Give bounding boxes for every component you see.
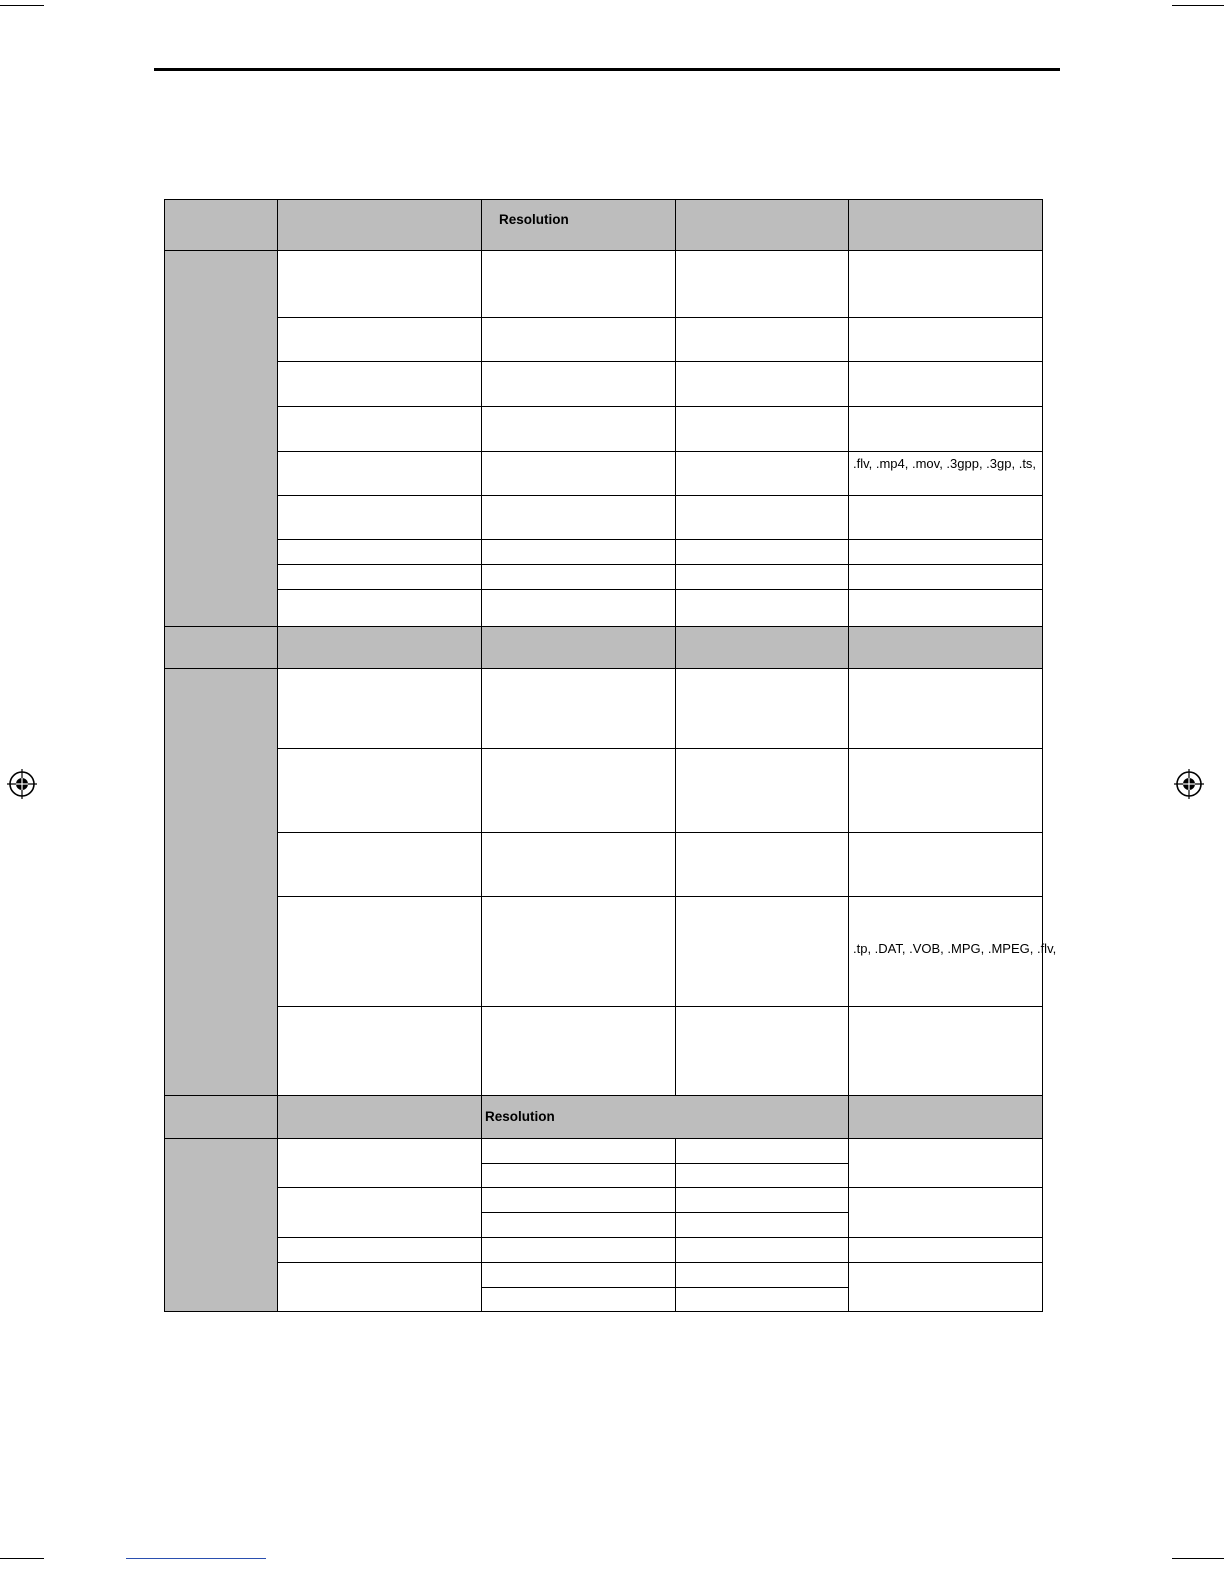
picture-category-cell: [164, 1138, 278, 1312]
video2-category-cell: [164, 668, 278, 1096]
video-header-cell: [848, 199, 1043, 251]
video-header-cell: [164, 199, 278, 251]
picture-ext-cell: [848, 1138, 1043, 1188]
picture-header-resolution: Resolution: [485, 1109, 555, 1124]
video2-row-cell: [675, 832, 849, 897]
picture-resolution-cell: [675, 1163, 849, 1188]
video2-row-cell: [848, 832, 1043, 897]
video2-row-cell: [848, 668, 1043, 749]
video-row-cell: [277, 317, 482, 362]
video-header-cell: [675, 199, 849, 251]
video-row-cell: [675, 317, 849, 362]
picture-resolution-cell: [675, 1262, 849, 1288]
video2-row-cell: [848, 748, 1043, 833]
video-row-cell: [675, 539, 849, 565]
video-row-cell: [277, 539, 482, 565]
video-row-cell: [848, 495, 1043, 540]
video-row-cell: [277, 589, 482, 627]
picture-resolution-cell: [481, 1287, 676, 1312]
picture-format-cell: [277, 1138, 482, 1188]
video2-header-cell: [848, 626, 1043, 669]
video2-row-cell: [277, 668, 482, 749]
picture-resolution-cell: [481, 1138, 676, 1164]
video-row-cell: [675, 451, 849, 496]
video2-row-cell: [675, 748, 849, 833]
video-row-cell: [481, 564, 676, 590]
video2-ext-cell-row4: .tp, .DAT, .VOB, .MPG, .MPEG, .flv,: [853, 941, 1057, 956]
video-row-cell: [848, 250, 1043, 318]
video-row-cell: [675, 564, 849, 590]
video2-header-cell: [164, 626, 278, 669]
video2-row-cell: [481, 748, 676, 833]
video2-row-cell: [481, 1006, 676, 1096]
picture-resolution-cell: [675, 1187, 849, 1213]
picture-resolution-cell: [481, 1237, 676, 1263]
video-row-cell: [848, 406, 1043, 452]
video2-row-cell: [848, 1006, 1043, 1096]
picture-header-cell: [164, 1095, 278, 1139]
video-row-cell: [675, 250, 849, 318]
video-header-cell: [277, 199, 482, 251]
video-row-cell: [675, 495, 849, 540]
picture-resolution-cell: [675, 1287, 849, 1312]
video2-row-cell: [675, 1006, 849, 1096]
video-category-cell: [164, 250, 278, 627]
video2-row-cell: [481, 896, 676, 1007]
video-row-cell: [675, 406, 849, 452]
video-row-cell: [481, 589, 676, 627]
video-row-cell: [277, 250, 482, 318]
video-row-cell: [675, 589, 849, 627]
picture-resolution-cell: [675, 1212, 849, 1238]
video2-row-cell: [277, 748, 482, 833]
picture-resolution-cell: [481, 1187, 676, 1213]
picture-header-cell: [277, 1095, 482, 1139]
video-row-cell: [481, 406, 676, 452]
video-row-cell: [277, 564, 482, 590]
video-row-cell: [277, 406, 482, 452]
picture-ext-cell: [848, 1262, 1043, 1312]
video-row-cell: [481, 495, 676, 540]
video-row-cell: [277, 495, 482, 540]
video2-row-cell: [277, 832, 482, 897]
video-row-cell: [277, 361, 482, 407]
video2-header-cell: [675, 626, 849, 669]
picture-resolution-cell: [481, 1262, 676, 1288]
picture-ext-cell: [848, 1237, 1043, 1263]
video-row-cell: [848, 539, 1043, 565]
video-row-cell: [848, 361, 1043, 407]
picture-resolution-cell: [675, 1237, 849, 1263]
video-row-cell: [481, 317, 676, 362]
picture-format-cell: [277, 1187, 482, 1238]
picture-resolution-cell: [675, 1138, 849, 1164]
picture-ext-cell: [848, 1187, 1043, 1238]
picture-resolution-cell: [481, 1163, 676, 1188]
video-row-cell: [481, 361, 676, 407]
picture-header-cell: [848, 1095, 1043, 1139]
video2-row-cell: [481, 832, 676, 897]
picture-format-cell: [277, 1237, 482, 1263]
video2-header-cell: [277, 626, 482, 669]
video-row-cell: [848, 317, 1043, 362]
video2-row-cell: [277, 1006, 482, 1096]
video-row-cell: [675, 361, 849, 407]
video-row-cell: [848, 589, 1043, 627]
video-header-resolution: Resolution: [499, 212, 569, 227]
video2-header-cell: [481, 626, 676, 669]
picture-resolution-cell: [481, 1212, 676, 1238]
video2-row-cell: [675, 896, 849, 1007]
video-row-cell: [481, 250, 676, 318]
video-row-cell: [848, 564, 1043, 590]
video-ext-cell-row5: .flv, .mp4, .mov, .3gpp, .3gp, .ts,: [853, 456, 1037, 471]
video-row-cell: [481, 539, 676, 565]
video-row-cell: [277, 451, 482, 496]
picture-format-cell: [277, 1262, 482, 1312]
video2-row-cell: [675, 668, 849, 749]
video2-row-cell: [481, 668, 676, 749]
video-row-cell: [481, 451, 676, 496]
video2-row-cell: [277, 896, 482, 1007]
